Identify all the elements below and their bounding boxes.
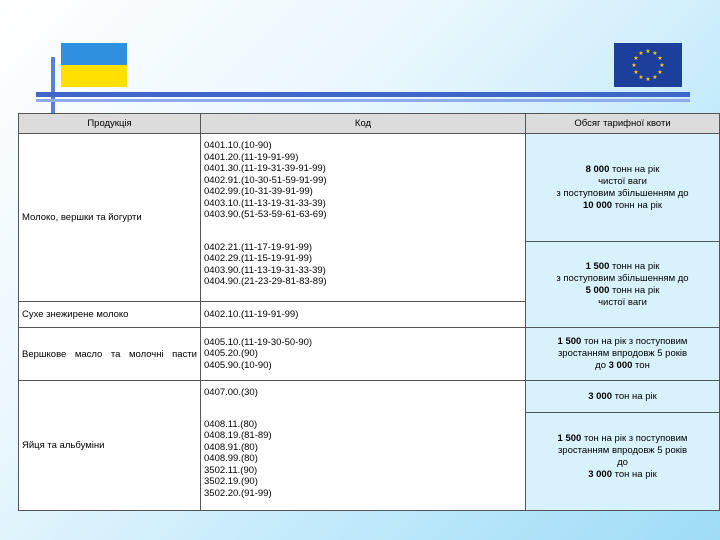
header-product: Продукція xyxy=(19,114,201,134)
svg-text:★: ★ xyxy=(659,62,665,69)
product-eggs: Яйця та альбуміни xyxy=(19,381,201,511)
quota-milk-a: 8 000 тонн на рік чистої ваги з поступовим збільшенням до 10 000 тонн на рік xyxy=(526,134,720,242)
svg-text:★: ★ xyxy=(657,55,663,62)
svg-text:★: ★ xyxy=(631,62,637,69)
product-milk: Молоко, вершки та йогурти xyxy=(19,134,201,302)
svg-text:★: ★ xyxy=(638,50,644,57)
table-row xyxy=(19,134,720,242)
codes-milk-a: 0401.10.(10-90) 0401.20.(11-19-91-99) 0401.30.(11-19-31-39-91-99) 0402.91.(10-30-51-59-91-99) 0402.99.(10-31-39-91-99) 0403.10.(11-13-19-31-33-39) 0403.90.(51-53-59-61-63-69) xyxy=(204,140,327,220)
svg-text:★: ★ xyxy=(645,76,651,83)
decor-horizontal-line xyxy=(36,92,690,97)
decor-vertical-line xyxy=(51,57,55,115)
code-skim-milk: 0402.10.(11-19-91-99) xyxy=(201,302,526,328)
svg-text:★: ★ xyxy=(645,48,651,55)
eu-flag-icon xyxy=(614,43,682,87)
codes-eggs-b: 0408.11.(80) 0408.19.(81-89) 0408.91.(80) 0408.99.(80) 3502.11.(90) 3502.19.(90) 3502.20.(91-99) xyxy=(204,418,272,499)
product-skim-milk: Сухе знежирене молоко xyxy=(19,302,201,328)
quota-eggs-b: 1 500 тон на рік з поступовим зростанням впродовж 5 років до 3 000 тон на рік xyxy=(526,413,720,511)
svg-text:★: ★ xyxy=(638,74,644,81)
quota-milk-b: 1 500 тонн на рік з поступовим збільшенням до 5 000 тонн на рік чистої ваги xyxy=(526,242,720,328)
svg-text:★: ★ xyxy=(657,69,663,76)
table-row xyxy=(19,328,720,381)
header-quota: Обсяг тарифної квоти xyxy=(526,114,720,134)
quota-butter: 1 500 тон на рік з поступовим зростанням впродовж 5 років до 3 000 тон xyxy=(526,328,720,381)
table-header-row xyxy=(19,114,720,134)
codes-eggs-a: 0407.00.(30) xyxy=(204,387,258,398)
decor-horizontal-line-light xyxy=(36,99,690,102)
codes-milk-b: 0402.21.(11-17-19-91-99) 0402.29.(11-15-19-91-99) 0403.90.(11-13-19-31-33-39) 0404.90.(21-23-29-81-83-89) xyxy=(204,241,327,287)
svg-text:★: ★ xyxy=(652,74,658,81)
quota-eggs-a: 3 000 тон на рік xyxy=(526,381,720,413)
codes-milk xyxy=(201,134,526,302)
header-code: Код xyxy=(201,114,526,134)
svg-text:★: ★ xyxy=(652,50,658,57)
product-butter: Вершкове масло та молочні пасти xyxy=(19,328,201,381)
codes-butter: 0405.10.(11-19-30-50-90) 0405.20.(90) 0405.90.(10-90) xyxy=(201,328,526,381)
tariff-quota-table xyxy=(18,113,720,511)
table-row xyxy=(19,381,720,413)
codes-eggs xyxy=(201,381,526,511)
ukraine-flag-icon xyxy=(61,43,127,87)
svg-text:★: ★ xyxy=(633,69,639,76)
svg-text:★: ★ xyxy=(633,55,639,62)
